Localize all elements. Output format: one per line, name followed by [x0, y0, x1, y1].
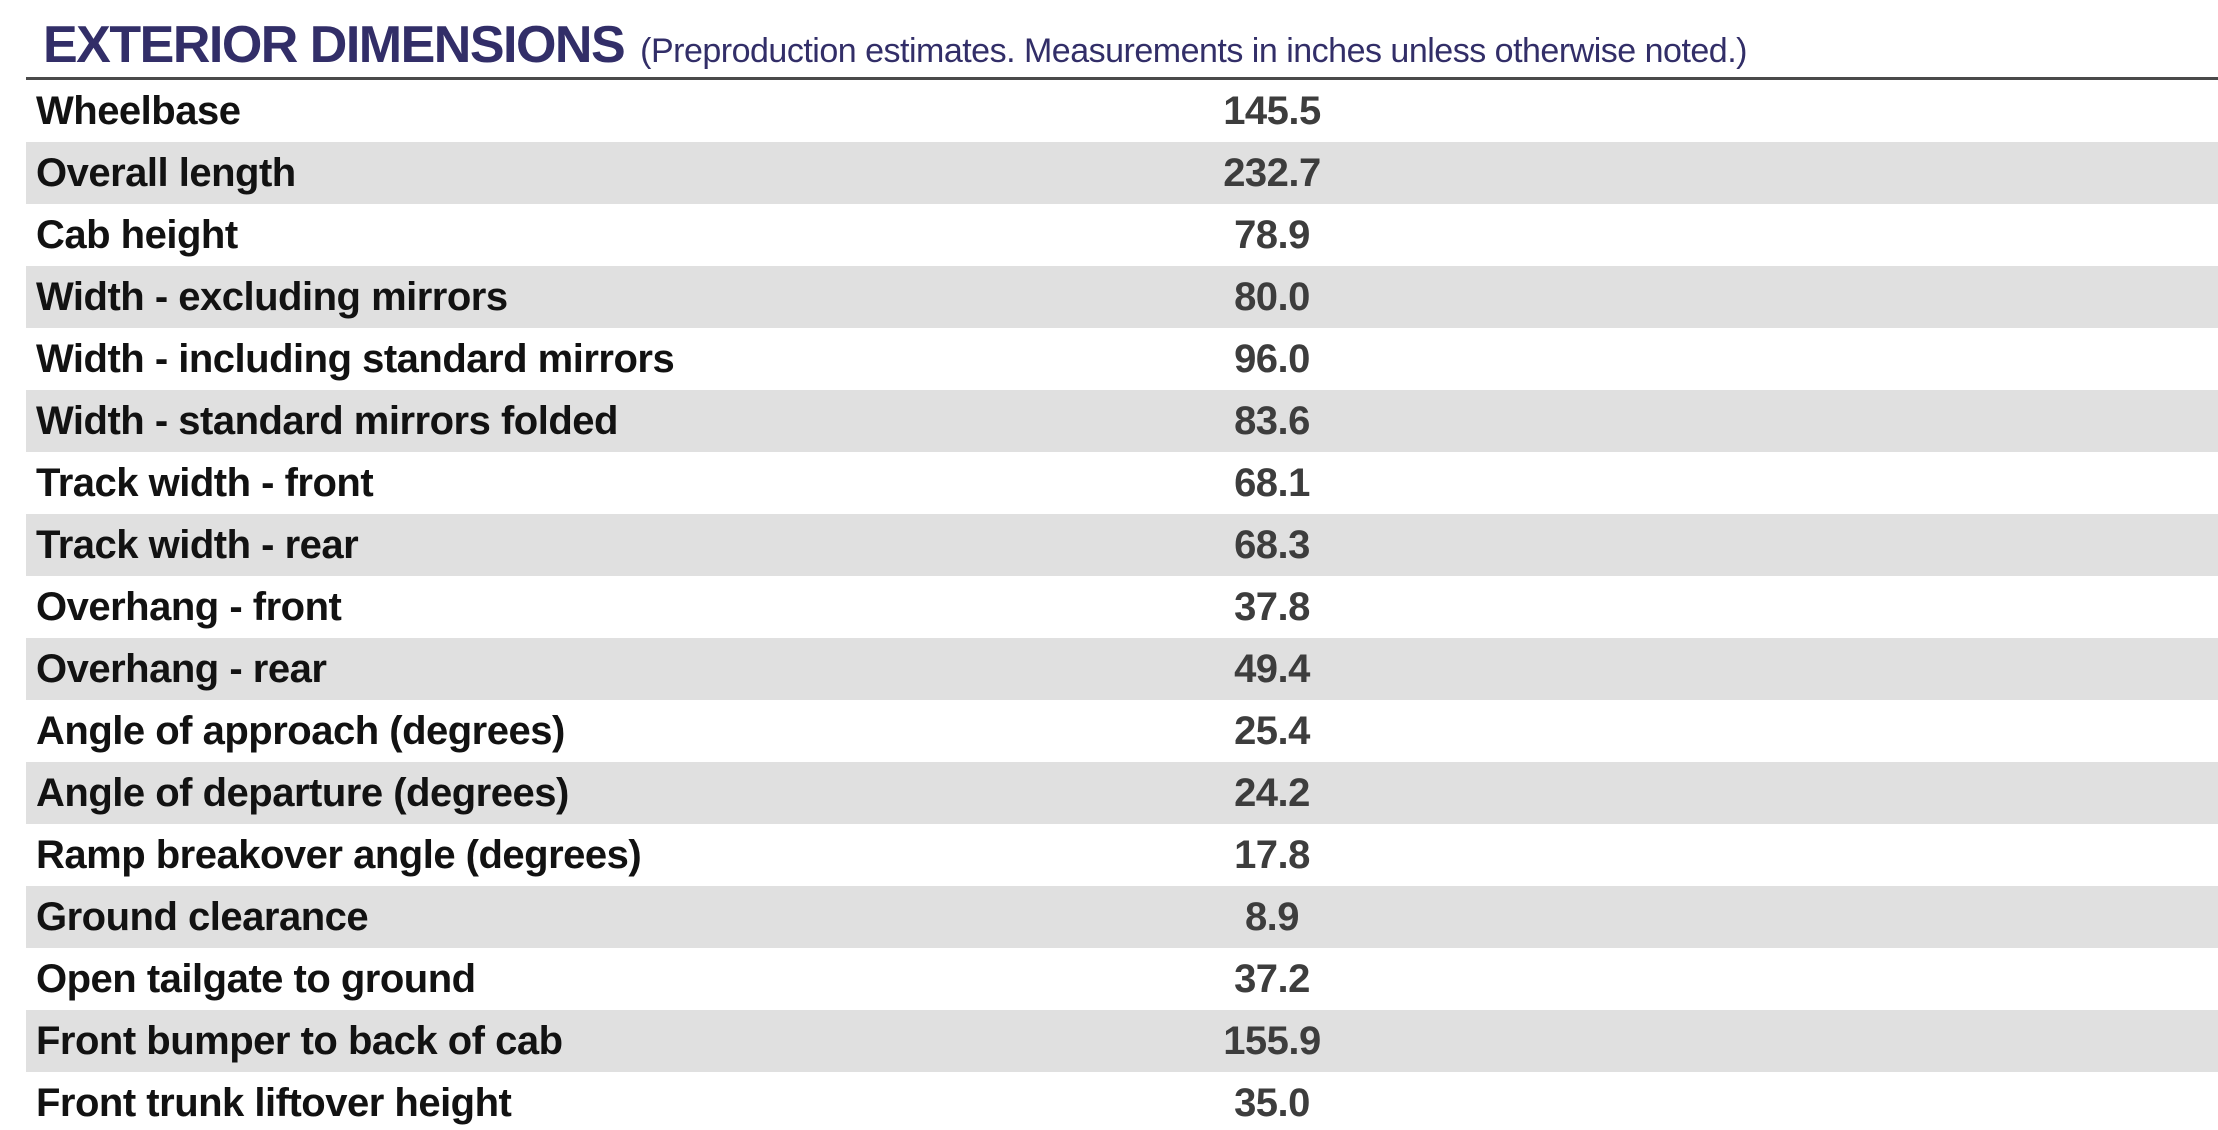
table-row [26, 390, 2218, 452]
table-row [26, 576, 2218, 638]
row-label: Overall length [36, 150, 296, 195]
row-value: 232.7 [1223, 150, 1321, 195]
table-row [26, 328, 2218, 390]
row-label: Angle of departure (degrees) [36, 770, 569, 815]
row-value: 8.9 [1244, 894, 1300, 939]
row-label: Overhang - rear [36, 646, 327, 691]
row-label: Ground clearance [36, 894, 369, 939]
row-value: 17.8 [1234, 832, 1310, 877]
table-row [26, 204, 2218, 266]
row-value: 68.3 [1234, 522, 1310, 567]
row-value: 68.1 [1234, 460, 1310, 505]
table-row [26, 886, 2218, 948]
row-label: Open tailgate to ground [36, 956, 476, 1001]
row-label: Overhang - front [36, 584, 342, 629]
table-row [26, 1010, 2218, 1072]
row-label: Cab height [36, 212, 238, 257]
row-value: 49.4 [1234, 646, 1310, 691]
section-header [0, 0, 2218, 77]
table-row [26, 948, 2218, 1010]
table-row [26, 638, 2218, 700]
row-value: 25.4 [1234, 708, 1310, 753]
row-label: Width - excluding mirrors [36, 274, 508, 319]
row-label: Front bumper to back of cab [36, 1018, 563, 1063]
row-value: 37.8 [1234, 584, 1310, 629]
row-value: 24.2 [1234, 770, 1310, 815]
row-label: Front trunk liftover height [36, 1080, 512, 1125]
table-row [26, 266, 2218, 328]
row-label: Ramp breakover angle (degrees) [36, 832, 642, 877]
row-label: Track width - front [36, 460, 374, 505]
row-value: 145.5 [1223, 88, 1321, 133]
table-row [26, 700, 2218, 762]
row-value: 155.9 [1223, 1018, 1321, 1063]
row-label: Width - standard mirrors folded [36, 398, 618, 443]
row-value: 35.0 [1234, 1080, 1310, 1125]
table-row [26, 762, 2218, 824]
row-value: 37.2 [1234, 956, 1310, 1001]
table-row [26, 452, 2218, 514]
table-row [26, 1072, 2218, 1130]
row-label: Track width - rear [36, 522, 359, 567]
table-row [26, 142, 2218, 204]
row-value: 96.0 [1234, 336, 1310, 381]
table-row [26, 80, 2218, 142]
row-value: 78.9 [1234, 212, 1310, 257]
row-value: 80.0 [1234, 274, 1310, 319]
page-title: EXTERIOR DIMENSIONS [43, 16, 625, 74]
row-label: Wheelbase [36, 88, 241, 133]
table-row [26, 824, 2218, 886]
row-label: Angle of approach (degrees) [36, 708, 565, 753]
table-row [26, 514, 2218, 576]
page-subtitle: (Preproduction estimates. Measurements in inches unless otherwise noted.) [640, 32, 1747, 70]
dimensions-table [0, 80, 2218, 1130]
row-label: Width - including standard mirrors [36, 336, 675, 381]
row-value: 83.6 [1234, 398, 1310, 443]
